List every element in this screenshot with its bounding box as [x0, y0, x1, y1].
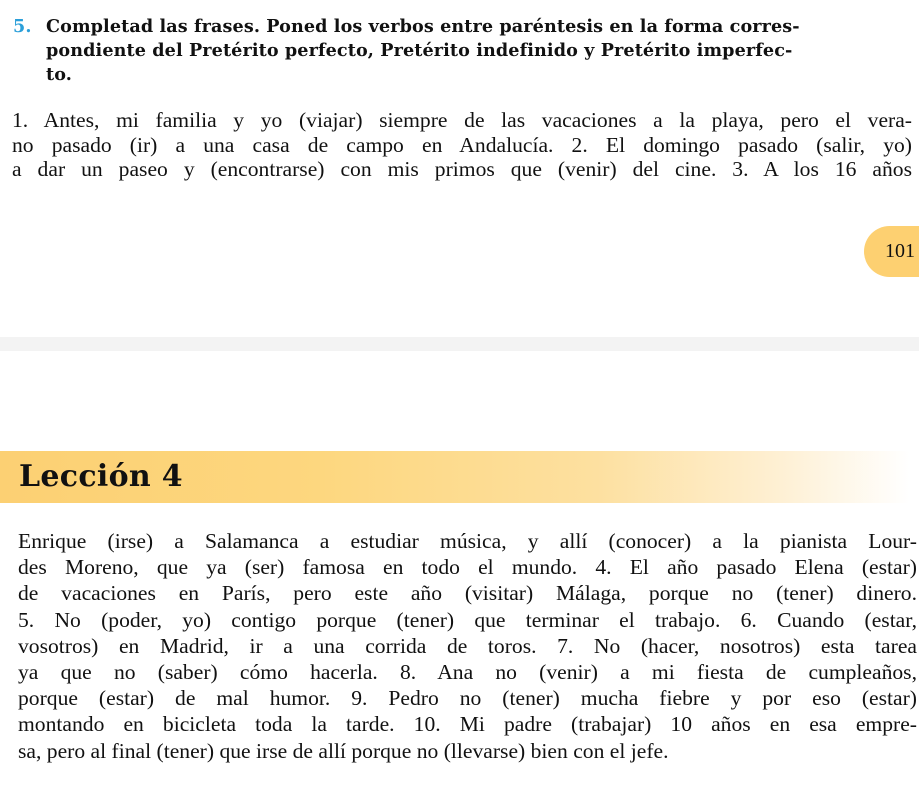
paragraph-line: ya que no (saber) cómo hacerla. 8. Ana no (venir) a mi fiesta de cumpleaños, — [18, 660, 917, 685]
exercise-5-sentences-top — [12, 108, 912, 182]
exercise-number: 5. — [13, 16, 32, 37]
paragraph-line: de vacaciones en París, pero este año (visitar) Málaga, porque no (tener) dinero. — [18, 581, 917, 606]
paragraph-line: vosotros) en Madrid, ir a una corrida de toros. 7. No (hacer, nosotros) esta tarea — [18, 633, 917, 658]
exercise-5-heading — [13, 15, 913, 87]
paragraph-line: a dar un paseo y (encontrarse) con mis primos que (venir) del cine. 3. A los 16 años — [12, 157, 912, 182]
paragraph-line: no pasado (ir) a una casa de campo en Andalucía. 2. El domingo pasado (salir, yo) — [12, 132, 912, 157]
exercise-heading-line: to. — [46, 64, 72, 85]
page-separator — [0, 337, 919, 351]
exercise-5-sentences-bottom — [18, 528, 917, 764]
paragraph-line: 5. No (poder, yo) contigo porque (tener) que terminar el trabajo. 6. Cuando (estar, — [18, 607, 917, 632]
paragraph-line: porque (estar) de mal humor. 9. Pedro no (tener) mucha fiebre y por eso (estar) — [18, 686, 917, 711]
exercise-heading-line: pondiente del Pretérito perfecto, Pretérito indefinido y Pretérito imperfec- — [46, 40, 793, 61]
paragraph-line: Enrique (irse) a Salamanca a estudiar música, y allí (conocer) a la pianista Lour- — [18, 529, 917, 553]
paragraph-line: 1. Antes, mi familia y yo (viajar) siempre de las vacaciones a la playa, pero el vera- — [12, 108, 912, 132]
paragraph-line last-line: sa, pero al final (tener) que irse de allí porque no (llevarse) bien con el jefe. — [18, 738, 669, 763]
page-number-badge: 101 — [864, 226, 919, 277]
exercise-heading-line — [13, 15, 913, 39]
paragraph-line: montando en bicicleta toda la tarde. 10. Mi padre (trabajar) 10 años en esa empre- — [18, 712, 917, 737]
lesson-title: Lección 4 — [19, 459, 183, 494]
page-101 — [0, 0, 919, 337]
exercise-heading-text: Completad las frases. Poned los verbos entre paréntesis en la forma corres- — [46, 16, 800, 37]
paragraph-line: des Moreno, que ya (ser) famosa en todo el mundo. 4. El año pasado Elena (estar) — [18, 555, 917, 580]
